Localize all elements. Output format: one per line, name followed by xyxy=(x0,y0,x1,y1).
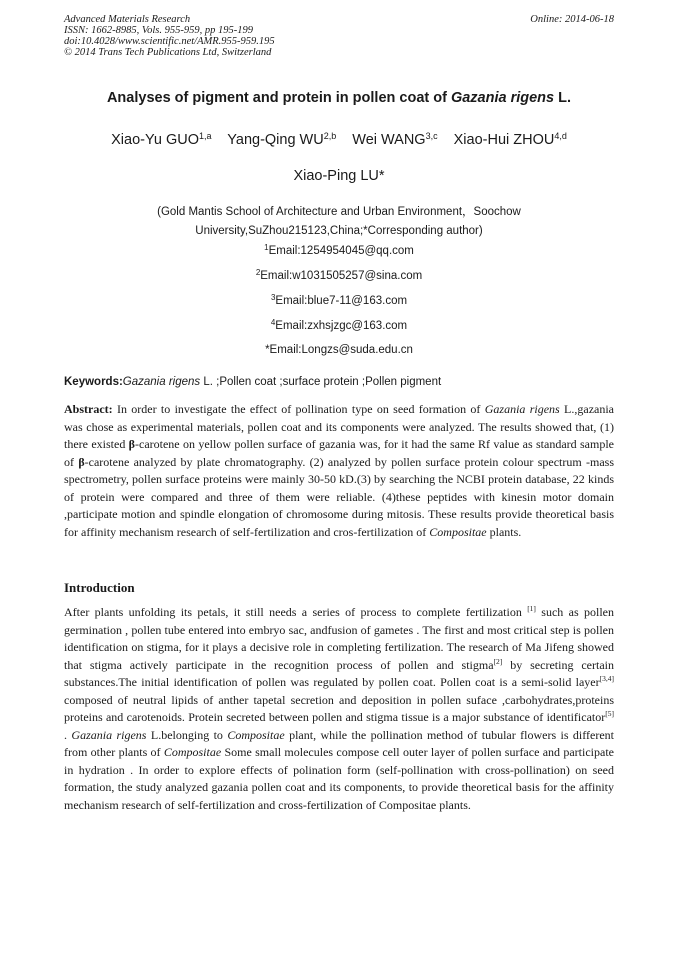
keywords xyxy=(64,376,624,388)
citation: [5] xyxy=(605,709,614,718)
author-name: Xiao-Yu GUO xyxy=(111,132,199,148)
abstract-text: -carotene on yellow pollen surface of gazania was, for it had the same Rf value as standard sample of xyxy=(64,437,614,469)
affiliation-line: (Gold Mantis School of Architecture and Urban Environment，Soochow xyxy=(157,206,521,218)
abstract-species: Gazania rigens xyxy=(484,402,560,416)
author-name: Xiao-Hui ZHOU xyxy=(453,132,555,148)
keywords-label: Keywords: xyxy=(64,376,123,388)
beta-symbol: β xyxy=(78,454,85,469)
author-name: Yang-Qing WU xyxy=(227,132,324,148)
author-affil-mark: 3,c xyxy=(425,131,438,141)
citation: [3,4] xyxy=(599,674,614,683)
abstract-text: In order to investigate the effect of pollination type on seed formation of xyxy=(112,402,485,416)
intro-text: After plants unfolding its petals, it still needs a series of process to complete fertilization xyxy=(64,605,528,619)
author-line-2 xyxy=(0,168,678,184)
intro-text: composed of neutral lipids of anther tapetal secretion and deposition in pollen suface ,carbohydrates,proteins proteins and carotenoids. Protein secreted between pollen and stigma tissue is a major substance of identificator xyxy=(64,692,614,724)
email-text: Email:blue7-11@163.com xyxy=(275,295,408,307)
abstract xyxy=(64,401,614,541)
author-affil-mark: 4,d xyxy=(554,131,567,141)
intro-text: such as pollen germination , pollen tube entered into embryo sac, andfusion of gametes . The first and most critical step is pollen identification on stigma, for it plays a decisive role in completing fertilization. The research of Ma Jifeng showed that stigma actively participate in the recognition process of pollen and stigma xyxy=(64,605,614,672)
paper-title xyxy=(0,90,678,106)
intro-text: L.belonging to xyxy=(146,727,228,742)
author-name: Wei WANG xyxy=(352,132,426,148)
abstract-family: Compositae xyxy=(429,524,487,539)
email-text: Email:zxhsjzgc@163.com xyxy=(275,320,408,332)
journal-name: Advanced Materials Research xyxy=(64,14,191,25)
title-suffix: L. xyxy=(554,90,572,106)
online-date: Online: 2014-06-18 xyxy=(530,14,614,25)
introduction-heading: Introduction xyxy=(64,580,135,595)
email-4 xyxy=(0,320,678,332)
email-2 xyxy=(0,270,678,282)
email-text: Email:w1031505257@sina.com xyxy=(260,270,423,282)
abstract-text: -carotene analyzed by plate chromatography. (2) analyzed by pollen surface protein colour spectrum -mass spectrometry, pollen surface proteins were mainly 30-50 kD.(3) by searching the NCBI protein database, 22 kinds of protein were compared and three of them were reliable. (4)these peptides with kinesin motor domain ,participate motion and spindle elongation of chromosome during mitosis. These results provide theoretical basis for affinity mechanism research of self-fertilization and cros-fertilization of xyxy=(64,454,615,539)
keywords-list: L. ;Pollen coat ;surface protein ;Pollen pigment xyxy=(200,376,442,388)
journal-header xyxy=(64,14,614,58)
email-text: *Email:Longzs@suda.edu.cn xyxy=(265,344,413,356)
intro-family: Compositae xyxy=(163,745,222,759)
intro-family: Compositae xyxy=(227,727,285,742)
author-line-1 xyxy=(0,132,678,148)
email-3 xyxy=(0,295,678,307)
author-affil-mark: 1,a xyxy=(198,131,212,141)
intro-text: . xyxy=(64,727,72,742)
intro-text: plant, while the pollination method of tubular flowers is different from other plants of xyxy=(64,727,615,759)
email-1 xyxy=(0,245,678,257)
author-affil-mark: 2,b xyxy=(323,131,337,141)
keywords-species: Gazania rigens xyxy=(122,376,201,388)
email-mark: 1 xyxy=(264,243,269,252)
citation: [1] xyxy=(527,604,536,613)
abstract-label: Abstract: xyxy=(64,402,113,416)
email-mark: 2 xyxy=(255,268,261,277)
beta-symbol: β xyxy=(128,437,135,451)
abstract-text: L.,gazania was chose as experimental materials, pollen coat and its components were analyzed. The results showed that, (1) there existed xyxy=(64,402,615,451)
copyright: © 2014 Trans Tech Publications Ltd, Switzerland xyxy=(64,47,272,58)
affiliation-line: University,SuZhou215123,China;*Corresponding author) xyxy=(195,225,483,237)
doi: doi:10.4028/www.scientific.net/AMR.955-959.195 xyxy=(64,36,275,47)
affiliation xyxy=(0,203,678,241)
issn: ISSN: 1662-8985, Vols. 955-959, pp 195-199 xyxy=(64,25,253,36)
intro-text: Some small molecules compose cell outer layer of pollen surface and participate in hydration . In order to explore effects of polination form (self-pollination with cross-pollination) on seed formation, the study analyzed gazania pollen coat and its components, to provide theoretical basis for the affinity mechanism research of self-fertilization and cross-fertilization of Compositae plants. xyxy=(64,745,614,812)
author-name: Xiao-Ping LU* xyxy=(293,168,385,184)
abstract-text: plants. xyxy=(486,524,522,539)
email-mark: 4 xyxy=(270,318,276,327)
intro-species: Gazania rigens xyxy=(71,727,147,742)
citation: [2] xyxy=(493,656,503,666)
title-text: Analyses of pigment and protein in pollen coat of xyxy=(106,90,451,106)
title-species: Gazania rigens xyxy=(450,90,555,106)
introduction-body xyxy=(64,604,614,814)
intro-text: by secreting certain substances.The initial identification of pollen was regulated by pollen coat. Pollen coat is a semi-solid layer xyxy=(64,657,614,689)
email-text: Email:1254954045@qq.com xyxy=(268,245,414,257)
email-mark: 3 xyxy=(270,293,276,302)
email-corresponding xyxy=(0,344,678,356)
